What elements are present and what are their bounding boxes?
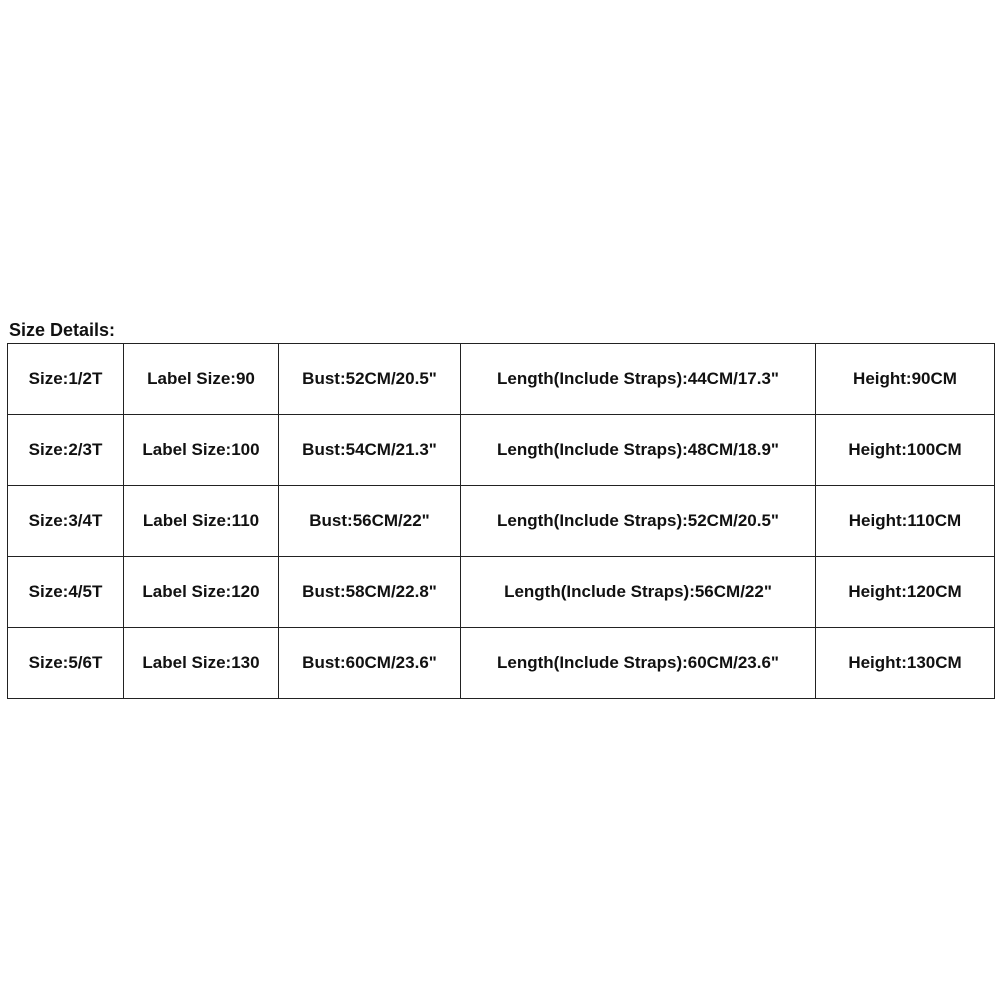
bust-cell: Bust:60CM/23.6" [279, 628, 461, 699]
table-row [8, 486, 995, 557]
size-table [7, 343, 995, 699]
size-cell: Size:3/4T [8, 486, 124, 557]
label-size-cell: Label Size:90 [124, 344, 279, 415]
size-details-title: Size Details: [9, 320, 116, 340]
length-cell: Length(Include Straps):48CM/18.9" [461, 415, 816, 486]
height-cell: Height:130CM [816, 628, 995, 699]
length-cell: Length(Include Straps):44CM/17.3" [461, 344, 816, 415]
bust-cell: Bust:56CM/22" [279, 486, 461, 557]
table-row [8, 557, 995, 628]
label-size-cell: Label Size:110 [124, 486, 279, 557]
height-cell: Height:100CM [816, 415, 995, 486]
table-row [8, 415, 995, 486]
label-size-cell: Label Size:100 [124, 415, 279, 486]
length-cell: Length(Include Straps):56CM/22" [461, 557, 816, 628]
table-row [8, 344, 995, 415]
bust-cell: Bust:54CM/21.3" [279, 415, 461, 486]
size-cell: Size:2/3T [8, 415, 124, 486]
height-cell: Height:120CM [816, 557, 995, 628]
height-cell: Height:90CM [816, 344, 995, 415]
label-size-cell: Label Size:120 [124, 557, 279, 628]
length-cell: Length(Include Straps):52CM/20.5" [461, 486, 816, 557]
size-cell: Size:5/6T [8, 628, 124, 699]
bust-cell: Bust:52CM/20.5" [279, 344, 461, 415]
length-cell: Length(Include Straps):60CM/23.6" [461, 628, 816, 699]
bust-cell: Bust:58CM/22.8" [279, 557, 461, 628]
label-size-cell: Label Size:130 [124, 628, 279, 699]
height-cell: Height:110CM [816, 486, 995, 557]
size-cell: Size:4/5T [8, 557, 124, 628]
table-row [8, 628, 995, 699]
size-cell: Size:1/2T [8, 344, 124, 415]
